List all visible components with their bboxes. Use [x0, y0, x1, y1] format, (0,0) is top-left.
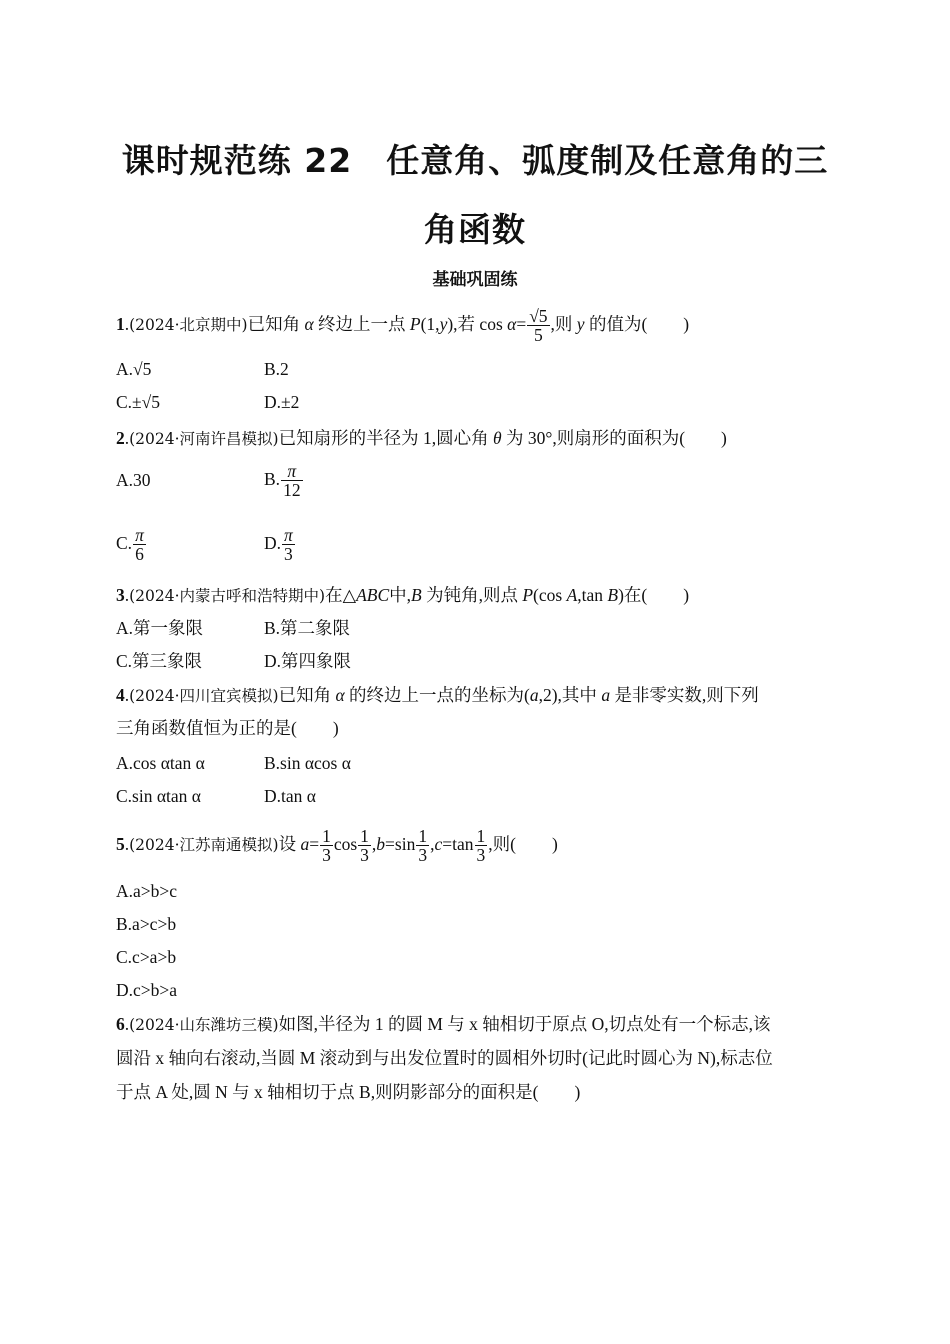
- question-3: 3.(2024·内蒙古呼和浩特期中)在△ABC中,B 为钝角,则点 P(cos A,tan B)在( ): [116, 585, 690, 605]
- q4-option-b: B.sin αcos α: [264, 753, 351, 773]
- question-1: 1.(2024·北京期中)已知角 α 终边上一点 P(1,y),若 cos α= $\frac{√5}{5}$ ,则 y 的值为( ): [116, 306, 690, 346]
- page-title-line-2: 角函数: [424, 210, 526, 249]
- q2-option-d: D. $\frac{\pi}{3}$: [264, 525, 293, 565]
- q4-option-a: A.cos αtan α: [116, 753, 205, 773]
- question-6-line-2: 圆沿 x 轴向右滚动,当圆 M 滚动到与出发位置时的圆相外切时(记此时圆心为 N),标志位: [116, 1048, 773, 1068]
- question-4-line-2: 三角函数值恒为正的是( ): [116, 718, 339, 738]
- q5-option-d: D.c>b>a: [116, 980, 178, 1000]
- q1-option-d: D.±2: [264, 392, 300, 412]
- section-heading: 基础巩固练: [432, 270, 518, 290]
- q3-option-c: C.第三象限: [116, 651, 203, 671]
- question-4: 4.(2024·四川宜宾模拟)已知角 α 的终边上一点的坐标为(a,2),其中 a 是非零实数,则下列: [116, 685, 759, 705]
- question-5: 5.(2024·江苏南通模拟)设 a= $\frac{1}{3}$ cos $\frac{1}{3}$ ,b=sin $\frac{1}{3}$ ,c=tan $\frac{1}{3}$ ,则( ): [116, 826, 558, 866]
- q5-option-c: C.c>a>b: [116, 947, 177, 967]
- question-6-line-3: 于点 A 处,圆 N 与 x 轴相切于点 B,则阴影部分的面积是( ): [116, 1082, 581, 1102]
- q2-option-c: C. $\frac{\pi}{6}$: [116, 525, 144, 565]
- q2-option-a: A.30: [116, 470, 151, 490]
- question-6: 6.(2024·山东潍坊三模)如图,半径为 1 的圆 M 与 x 轴相切于原点 O,切点处有一个标志,该: [116, 1014, 771, 1034]
- q4-option-d: D.tan α: [264, 786, 316, 806]
- question-2: 2.(2024·河南许昌模拟)已知扇形的半径为 1,圆心角 θ 为 30°,则扇形的面积为( ): [116, 428, 727, 448]
- q1-option-a: A.√5: [116, 359, 152, 379]
- page-title-line-1: 课时规范练 22 任意角、弧度制及任意角的三: [121, 141, 829, 180]
- q3-option-b: B.第二象限: [264, 618, 351, 638]
- q3-option-d: D.第四象限: [264, 651, 352, 671]
- q3-option-a: A.第一象限: [116, 618, 204, 638]
- q5-option-b: B.a>c>b: [116, 914, 177, 934]
- q4-option-c: C.sin αtan α: [116, 786, 201, 806]
- q5-option-a: A.a>b>c: [116, 881, 178, 901]
- fraction-sqrt5-over-5: $\frac{√5}{5}$: [529, 306, 548, 346]
- q1-option-b: B.2: [264, 359, 289, 379]
- q2-option-b: B. $\frac{\pi}{12}$: [264, 461, 301, 501]
- q1-option-c: C.±√5: [116, 392, 161, 412]
